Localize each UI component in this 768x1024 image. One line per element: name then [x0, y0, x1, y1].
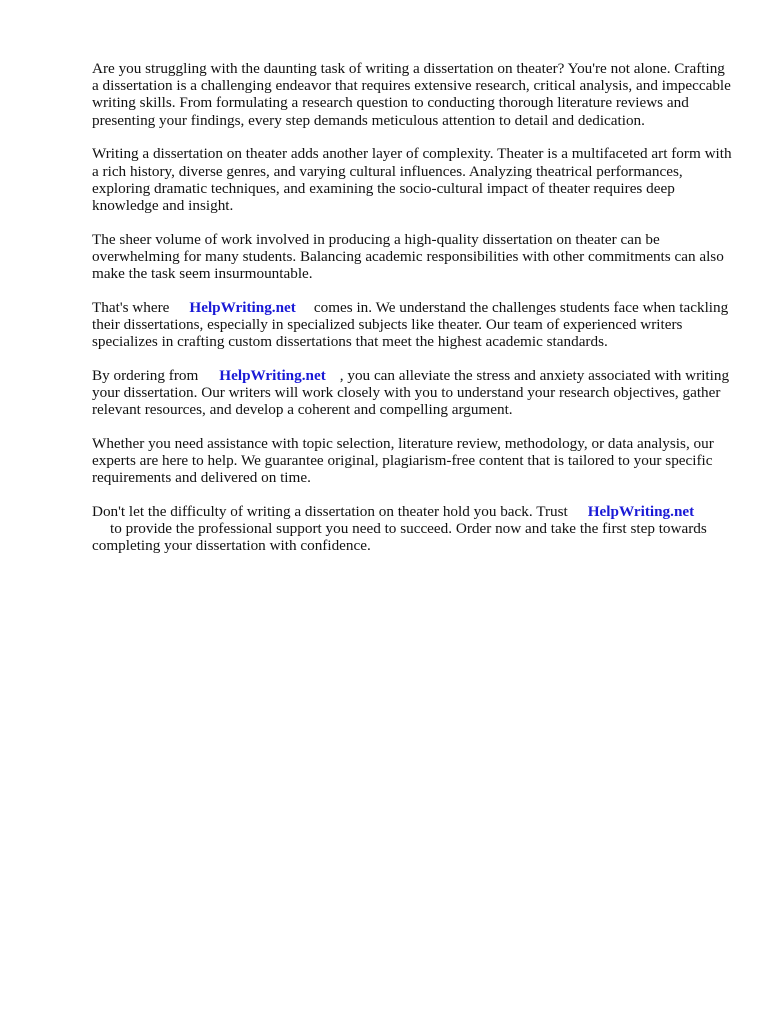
document-body: [92, 60, 732, 571]
paragraph-volume-text: The sheer volume of work involved in producing a high-quality dissertation on theater can be overwhelming for many students. Balancing academic responsibilities with other commitments can also make the task seem insurmountable.: [92, 230, 724, 283]
paragraph-closing: [92, 503, 732, 555]
paragraph-closing-rest: to provide the professional support you need to succeed. Order now and take the first step towards completing your dissertation with confidence.: [92, 520, 707, 555]
paragraph-thats-where-rest: comes in. We understand the challenges students face when tackling their dissertations, especially in specialized subjects like theater. Our team of experienced writers specializes in crafting custom dissertations that meet the highest academic standards.: [92, 298, 729, 351]
paragraph-ordering-rest: , you can alleviate the stress and anxiety associated with writing your dissertation. Our writers will work closely with you to understand your research objectives, gather relevant resources, and develop a coherent and compelling argument.: [92, 366, 730, 419]
helpwriting-link-2[interactable]: HelpWriting.net: [219, 366, 326, 384]
paragraph-complexity: [92, 145, 732, 214]
paragraph-assistance: [92, 435, 732, 487]
paragraph-ordering: [92, 367, 732, 419]
paragraph-complexity-text: Writing a dissertation on theater adds another layer of complexity. Theater is a multifaceted art form with a rich history, diverse genres, and varying cultural influences. Analyzing theatrical performances, exploring dramatic techniques, and examining the socio-cultural impact of theater requires deep knowledge and insight.: [92, 145, 732, 214]
paragraph-intro-text: Are you struggling with the daunting task of writing a dissertation on theater? You're not alone. Crafting a dissertation is a challenging endeavor that requires extensive research, critical analysis, and impeccable writing skills. From formulating a research question to conducting thorough literature reviews and presenting your findings, every step demands meticulous attention to detail and dedication.: [92, 60, 731, 129]
paragraph-volume: [92, 231, 732, 283]
helpwriting-link-1[interactable]: HelpWriting.net: [189, 298, 296, 316]
paragraph-closing-lead: Don't let the difficulty of writing a dissertation on theater hold you back. Trust: [92, 503, 568, 521]
paragraph-ordering-lead: By ordering from: [92, 366, 199, 384]
paragraph-thats-where: [92, 299, 732, 351]
paragraph-thats-where-lead: That's where: [92, 298, 170, 316]
paragraph-assistance-text: Whether you need assistance with topic selection, literature review, methodology, or data analysis, our experts are here to help. We guarantee original, plagiarism-free content that is tailored to your specific requirements and delivered on time.: [92, 434, 714, 487]
helpwriting-link-3[interactable]: HelpWriting.net: [587, 503, 695, 521]
paragraph-intro: [92, 60, 732, 129]
